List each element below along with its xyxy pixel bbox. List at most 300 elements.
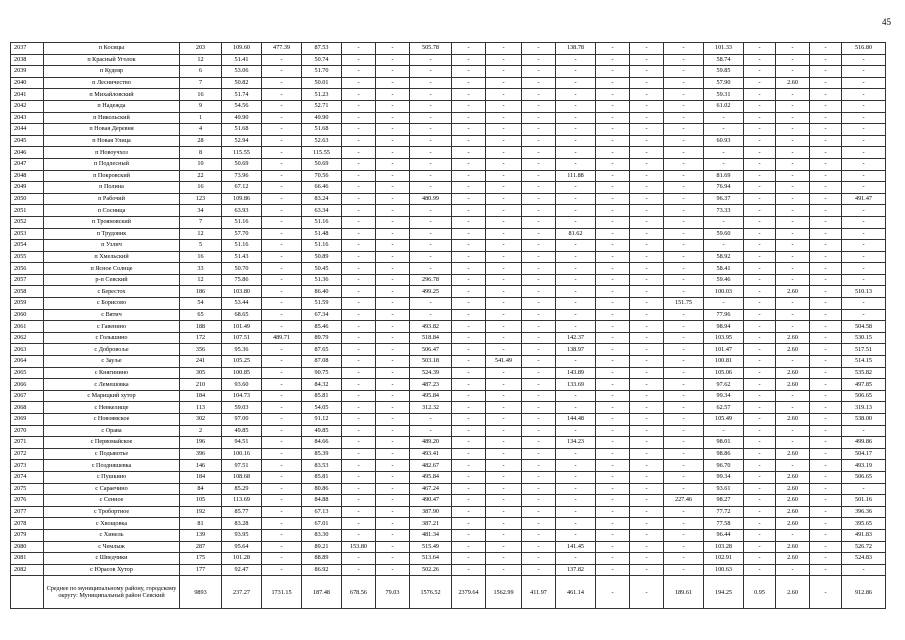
value-cell: - xyxy=(376,89,410,101)
value-cell: - xyxy=(664,379,704,391)
value-cell: 188 xyxy=(180,321,222,333)
value-cell: - xyxy=(522,263,556,275)
value-cell: 85.81 xyxy=(302,390,342,402)
value-cell: - xyxy=(376,263,410,275)
value-cell: - xyxy=(410,298,452,310)
settlement-name-cell: п Полина xyxy=(44,182,180,194)
value-cell: - xyxy=(596,576,630,609)
value-cell: - xyxy=(376,182,410,194)
value-cell: - xyxy=(342,274,376,286)
settlement-name-cell: с Орава xyxy=(44,425,180,437)
value-cell: - xyxy=(262,89,302,101)
settlement-name-cell: с Марицкий хутор xyxy=(44,390,180,402)
settlement-name-cell: с Голышино xyxy=(44,332,180,344)
value-cell: 518.84 xyxy=(410,332,452,344)
value-cell: 66.46 xyxy=(302,182,342,194)
value-cell: 83.30 xyxy=(302,529,342,541)
value-cell: 109.86 xyxy=(222,193,262,205)
value-cell: - xyxy=(630,66,664,78)
settlement-name-cell: р-п Севский xyxy=(44,274,180,286)
value-cell: 678.56 xyxy=(342,576,376,609)
value-cell: 49.90 xyxy=(302,112,342,124)
value-cell: - xyxy=(664,205,704,217)
value-cell: - xyxy=(744,112,776,124)
value-cell: - xyxy=(486,170,522,182)
value-cell: 67.12 xyxy=(222,182,262,194)
value-cell: - xyxy=(522,251,556,263)
value-cell: 139 xyxy=(180,529,222,541)
value-cell: 912.86 xyxy=(842,576,886,609)
value-cell: - xyxy=(452,43,486,55)
settlement-name-cell: п Хмельский xyxy=(44,251,180,263)
value-cell: 530.15 xyxy=(842,332,886,344)
row-id-cell: 2055 xyxy=(11,251,44,263)
value-cell: - xyxy=(596,147,630,159)
value-cell: - xyxy=(486,460,522,472)
value-cell: 133.69 xyxy=(556,379,596,391)
value-cell: 526.72 xyxy=(842,541,886,553)
value-cell: - xyxy=(704,425,744,437)
value-cell: 143.89 xyxy=(556,367,596,379)
value-cell: - xyxy=(342,182,376,194)
value-cell: - xyxy=(486,43,522,55)
value-cell: 97.00 xyxy=(222,414,262,426)
value-cell: - xyxy=(410,425,452,437)
value-cell: 96.37 xyxy=(704,193,744,205)
value-cell: - xyxy=(630,460,664,472)
value-cell: 90.75 xyxy=(302,367,342,379)
value-cell: 101.33 xyxy=(704,43,744,55)
value-cell: - xyxy=(810,54,842,66)
value-cell: - xyxy=(842,147,886,159)
value-cell: - xyxy=(342,286,376,298)
value-cell: 97.51 xyxy=(222,460,262,472)
value-cell: - xyxy=(452,286,486,298)
value-cell: 172 xyxy=(180,332,222,344)
value-cell: - xyxy=(376,205,410,217)
value-cell: 2.60 xyxy=(776,448,810,460)
summary-row xyxy=(11,576,886,609)
value-cell: - xyxy=(776,216,810,228)
value-cell: - xyxy=(664,124,704,136)
value-cell: 142.37 xyxy=(556,332,596,344)
value-cell: - xyxy=(410,251,452,263)
value-cell: - xyxy=(810,414,842,426)
value-cell: - xyxy=(452,205,486,217)
value-cell: 51.70 xyxy=(302,66,342,78)
value-cell: - xyxy=(342,564,376,576)
value-cell: 49.90 xyxy=(222,112,262,124)
table-row xyxy=(11,564,886,576)
value-cell: - xyxy=(776,170,810,182)
value-cell: - xyxy=(522,135,556,147)
value-cell: - xyxy=(342,124,376,136)
value-cell: 482.67 xyxy=(410,460,452,472)
value-cell: 105 xyxy=(180,495,222,507)
value-cell: 237.27 xyxy=(222,576,262,609)
value-cell: 504.17 xyxy=(842,448,886,460)
value-cell: 504.58 xyxy=(842,321,886,333)
value-cell: - xyxy=(664,54,704,66)
row-id-cell: 2042 xyxy=(11,100,44,112)
value-cell: - xyxy=(342,216,376,228)
value-cell: 63.34 xyxy=(302,205,342,217)
value-cell: - xyxy=(596,367,630,379)
value-cell: - xyxy=(630,471,664,483)
value-cell: 93.61 xyxy=(704,483,744,495)
value-cell: - xyxy=(486,205,522,217)
value-cell: - xyxy=(596,321,630,333)
value-cell: - xyxy=(776,124,810,136)
value-cell: - xyxy=(342,356,376,368)
value-cell: - xyxy=(262,66,302,78)
value-cell: - xyxy=(486,147,522,159)
table-row xyxy=(11,112,886,124)
value-cell: - xyxy=(810,182,842,194)
value-cell: - xyxy=(630,541,664,553)
value-cell: - xyxy=(376,402,410,414)
value-cell: - xyxy=(842,274,886,286)
value-cell: - xyxy=(262,135,302,147)
value-cell: 491.47 xyxy=(842,193,886,205)
value-cell: - xyxy=(262,529,302,541)
value-cell: 506.65 xyxy=(842,390,886,402)
value-cell: - xyxy=(744,379,776,391)
value-cell: 1576.52 xyxy=(410,576,452,609)
value-cell: - xyxy=(744,367,776,379)
value-cell: - xyxy=(376,135,410,147)
value-cell: - xyxy=(596,100,630,112)
value-cell: - xyxy=(810,402,842,414)
value-cell: - xyxy=(376,483,410,495)
settlement-name-cell: с Вятич xyxy=(44,309,180,321)
value-cell: - xyxy=(664,506,704,518)
value-cell: - xyxy=(486,553,522,565)
value-cell: 57.90 xyxy=(704,77,744,89)
value-cell: 2.60 xyxy=(776,77,810,89)
value-cell: - xyxy=(262,54,302,66)
value-cell: - xyxy=(486,414,522,426)
value-cell: - xyxy=(522,309,556,321)
value-cell: - xyxy=(630,228,664,240)
value-cell: - xyxy=(776,54,810,66)
value-cell: 411.97 xyxy=(522,576,556,609)
value-cell: - xyxy=(452,483,486,495)
value-cell: - xyxy=(376,541,410,553)
value-cell: - xyxy=(376,240,410,252)
settlement-name-cell: п Надежда xyxy=(44,100,180,112)
value-cell: - xyxy=(776,402,810,414)
value-cell: - xyxy=(630,309,664,321)
table-row xyxy=(11,147,886,159)
value-cell: - xyxy=(486,541,522,553)
value-cell: - xyxy=(376,529,410,541)
value-cell: - xyxy=(744,158,776,170)
value-cell: - xyxy=(664,471,704,483)
value-cell: - xyxy=(664,344,704,356)
value-cell: - xyxy=(486,112,522,124)
value-cell: - xyxy=(630,89,664,101)
table-row xyxy=(11,367,886,379)
value-cell: - xyxy=(810,518,842,530)
value-cell: - xyxy=(630,77,664,89)
value-cell: 12 xyxy=(180,228,222,240)
value-cell: 514.15 xyxy=(842,356,886,368)
value-cell: - xyxy=(664,274,704,286)
value-cell: - xyxy=(744,216,776,228)
row-id-cell: 2067 xyxy=(11,390,44,402)
value-cell: - xyxy=(262,193,302,205)
value-cell: 503.18 xyxy=(410,356,452,368)
value-cell: - xyxy=(810,460,842,472)
value-cell: 57.70 xyxy=(222,228,262,240)
settlement-name-cell: п Трояновский xyxy=(44,216,180,228)
value-cell: - xyxy=(704,298,744,310)
value-cell: - xyxy=(664,367,704,379)
value-cell: - xyxy=(452,124,486,136)
settlement-name-cell: п Косицы xyxy=(44,43,180,55)
row-id-cell: 2052 xyxy=(11,216,44,228)
value-cell: - xyxy=(342,390,376,402)
value-cell: - xyxy=(664,356,704,368)
value-cell: - xyxy=(630,205,664,217)
value-cell: - xyxy=(262,182,302,194)
value-cell: 50.69 xyxy=(302,158,342,170)
settlement-name-cell: п Сосница xyxy=(44,205,180,217)
value-cell: 83.53 xyxy=(302,460,342,472)
value-cell: - xyxy=(522,553,556,565)
table-row xyxy=(11,263,886,275)
value-cell: - xyxy=(262,216,302,228)
row-id-cell: 2044 xyxy=(11,124,44,136)
value-cell: - xyxy=(522,124,556,136)
value-cell: 16 xyxy=(180,182,222,194)
table-row xyxy=(11,518,886,530)
value-cell: - xyxy=(664,309,704,321)
table-row xyxy=(11,170,886,182)
value-cell: - xyxy=(664,321,704,333)
value-cell: - xyxy=(452,216,486,228)
table-row xyxy=(11,356,886,368)
value-cell: - xyxy=(842,112,886,124)
settlement-name-cell: п Трудовик xyxy=(44,228,180,240)
value-cell: 210 xyxy=(180,379,222,391)
value-cell: 2.60 xyxy=(776,471,810,483)
value-cell: - xyxy=(376,193,410,205)
value-cell: - xyxy=(522,414,556,426)
value-cell: - xyxy=(486,425,522,437)
value-cell: 138.78 xyxy=(556,43,596,55)
value-cell: - xyxy=(452,379,486,391)
value-cell: - xyxy=(842,298,886,310)
value-cell: - xyxy=(522,228,556,240)
settlement-name-cell: п Красный Уголок xyxy=(44,54,180,66)
value-cell: - xyxy=(810,298,842,310)
value-cell: - xyxy=(376,460,410,472)
row-id-cell: 2076 xyxy=(11,495,44,507)
value-cell: 146 xyxy=(180,460,222,472)
value-cell: 85.46 xyxy=(302,321,342,333)
value-cell: 461.14 xyxy=(556,576,596,609)
value-cell: - xyxy=(262,344,302,356)
value-cell: - xyxy=(744,344,776,356)
value-cell: - xyxy=(810,205,842,217)
value-cell: - xyxy=(342,158,376,170)
value-cell: - xyxy=(486,263,522,275)
value-cell: - xyxy=(342,100,376,112)
value-cell: - xyxy=(410,147,452,159)
value-cell: - xyxy=(522,471,556,483)
value-cell: - xyxy=(522,344,556,356)
value-cell: - xyxy=(776,193,810,205)
value-cell: 91.12 xyxy=(302,414,342,426)
table-row xyxy=(11,471,886,483)
value-cell: - xyxy=(486,135,522,147)
table-row xyxy=(11,274,886,286)
value-cell: 53.44 xyxy=(222,298,262,310)
value-cell: - xyxy=(630,506,664,518)
settlement-name-cell: с Пушкино xyxy=(44,471,180,483)
value-cell: 83.28 xyxy=(222,518,262,530)
value-cell: - xyxy=(842,228,886,240)
table-row xyxy=(11,205,886,217)
value-cell: 51.16 xyxy=(302,240,342,252)
value-cell: 2.60 xyxy=(776,344,810,356)
value-cell: 99.34 xyxy=(704,471,744,483)
table-row xyxy=(11,448,886,460)
value-cell: - xyxy=(596,274,630,286)
value-cell: 89.79 xyxy=(302,332,342,344)
value-cell: 502.26 xyxy=(410,564,452,576)
value-cell: - xyxy=(744,471,776,483)
value-cell: - xyxy=(486,158,522,170)
value-cell: - xyxy=(262,147,302,159)
value-cell: - xyxy=(262,460,302,472)
value-cell: - xyxy=(810,553,842,565)
row-id-cell: 2040 xyxy=(11,77,44,89)
value-cell: - xyxy=(522,518,556,530)
value-cell: - xyxy=(744,541,776,553)
value-cell: - xyxy=(596,553,630,565)
value-cell: - xyxy=(596,193,630,205)
value-cell: - xyxy=(486,66,522,78)
value-cell: - xyxy=(596,263,630,275)
value-cell: - xyxy=(596,124,630,136)
value-cell: 115.55 xyxy=(302,147,342,159)
value-cell: 7 xyxy=(180,216,222,228)
value-cell: - xyxy=(342,321,376,333)
value-cell: - xyxy=(596,402,630,414)
value-cell: - xyxy=(452,321,486,333)
value-cell: 1731.15 xyxy=(262,576,302,609)
row-id-cell: 2080 xyxy=(11,541,44,553)
value-cell: 103.80 xyxy=(222,286,262,298)
value-cell: 1562.99 xyxy=(486,576,522,609)
value-cell: 77.96 xyxy=(704,309,744,321)
value-cell: - xyxy=(630,495,664,507)
row-id-cell: 2041 xyxy=(11,89,44,101)
value-cell: - xyxy=(810,495,842,507)
value-cell: - xyxy=(810,274,842,286)
value-cell: - xyxy=(556,286,596,298)
value-cell: - xyxy=(452,356,486,368)
value-cell: - xyxy=(704,112,744,124)
value-cell: - xyxy=(410,240,452,252)
settlement-name-cell: п Ясное Солнце xyxy=(44,263,180,275)
value-cell: 2.60 xyxy=(776,286,810,298)
value-cell: - xyxy=(810,263,842,275)
value-cell: 85.81 xyxy=(302,471,342,483)
value-cell: - xyxy=(486,228,522,240)
value-cell: - xyxy=(664,414,704,426)
settlement-name-cell: с Чемлыж xyxy=(44,541,180,553)
settlement-name-cell: с Сенное xyxy=(44,495,180,507)
settlement-name-cell: п Узлич xyxy=(44,240,180,252)
value-cell: 98.01 xyxy=(704,437,744,449)
value-cell: - xyxy=(410,182,452,194)
value-cell: - xyxy=(452,77,486,89)
value-cell: 356 xyxy=(180,344,222,356)
table-row xyxy=(11,495,886,507)
value-cell: - xyxy=(810,112,842,124)
value-cell: - xyxy=(630,170,664,182)
value-cell: - xyxy=(664,483,704,495)
value-cell: - xyxy=(376,332,410,344)
value-cell: - xyxy=(556,356,596,368)
value-cell: - xyxy=(452,240,486,252)
value-cell: - xyxy=(664,170,704,182)
row-id-cell: 2064 xyxy=(11,356,44,368)
value-cell: - xyxy=(556,448,596,460)
value-cell: - xyxy=(522,390,556,402)
value-cell: 102.91 xyxy=(704,553,744,565)
value-cell: 186 xyxy=(180,286,222,298)
value-cell: 510.13 xyxy=(842,286,886,298)
value-cell: 59.85 xyxy=(704,66,744,78)
value-cell: - xyxy=(596,228,630,240)
value-cell: - xyxy=(376,414,410,426)
value-cell: - xyxy=(630,483,664,495)
value-cell: 87.65 xyxy=(302,344,342,356)
value-cell: - xyxy=(556,135,596,147)
value-cell: - xyxy=(556,298,596,310)
value-cell: 487.23 xyxy=(410,379,452,391)
value-cell: 52.71 xyxy=(302,100,342,112)
value-cell: 123 xyxy=(180,193,222,205)
value-cell: 88.89 xyxy=(302,553,342,565)
row-id-cell: 2075 xyxy=(11,483,44,495)
value-cell: - xyxy=(410,170,452,182)
row-id-cell: 2082 xyxy=(11,564,44,576)
value-cell: - xyxy=(810,147,842,159)
value-cell: - xyxy=(376,124,410,136)
value-cell: 387.21 xyxy=(410,518,452,530)
value-cell: 4 xyxy=(180,124,222,136)
value-cell: - xyxy=(452,529,486,541)
value-cell: - xyxy=(486,529,522,541)
value-cell: 187.48 xyxy=(302,576,342,609)
value-cell: - xyxy=(810,541,842,553)
value-cell: 59.03 xyxy=(222,402,262,414)
row-id-cell: 2079 xyxy=(11,529,44,541)
value-cell: - xyxy=(630,43,664,55)
value-cell: 5 xyxy=(180,240,222,252)
value-cell: 54.05 xyxy=(302,402,342,414)
value-cell: - xyxy=(342,332,376,344)
value-cell: - xyxy=(630,564,664,576)
table-row xyxy=(11,460,886,472)
value-cell: 77.72 xyxy=(704,506,744,518)
